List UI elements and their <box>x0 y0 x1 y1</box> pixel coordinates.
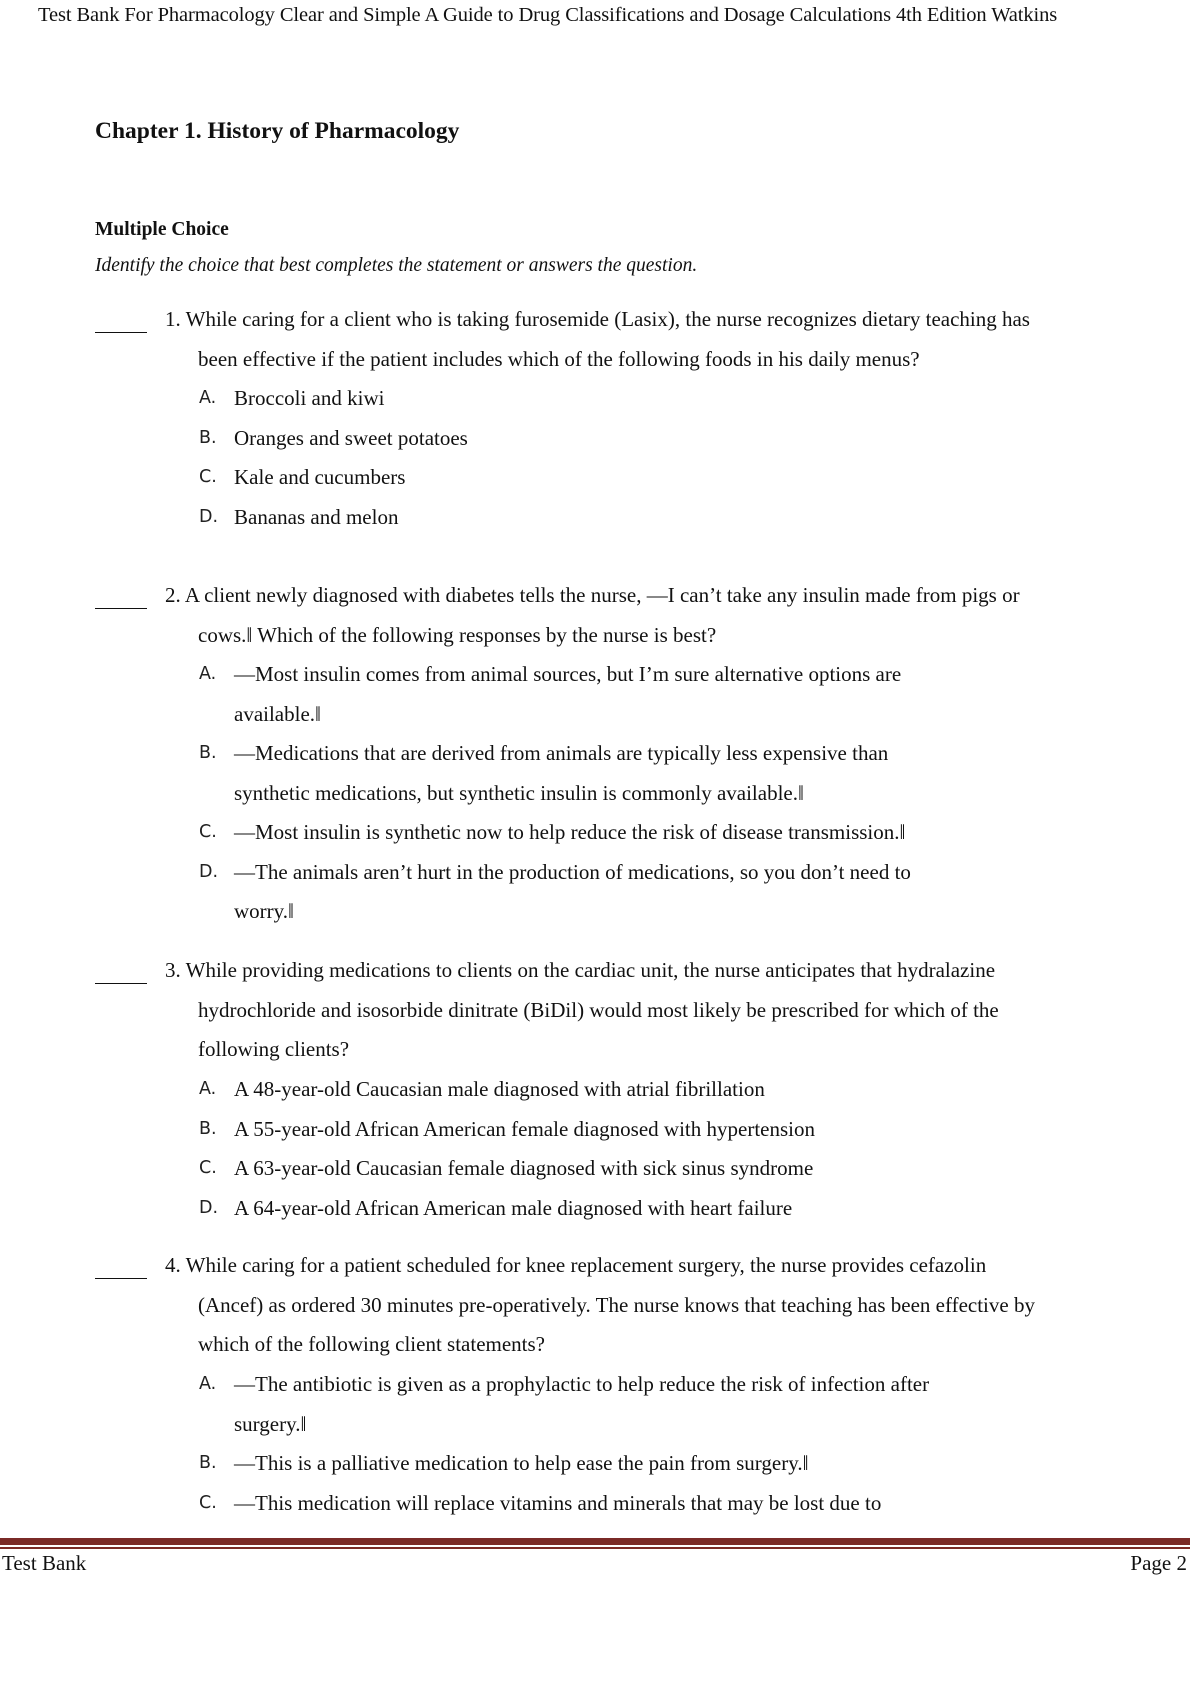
section-instructions: Identify the choice that best completes the statement or answers the question. <box>95 255 698 276</box>
option-text-cont: worry.‖ <box>234 899 294 923</box>
stem-line: been effective if the patient includes which of the following foods in his daily menus? <box>198 346 920 371</box>
running-header: Test Bank For Pharmacology Clear and Simple A Guide to Drug Classifications and Dosage Calculations 4th Edition Watkins <box>38 4 1058 26</box>
option-text-cont: available.‖ <box>234 701 321 726</box>
option-a <box>199 655 1190 734</box>
option-text: ―The antibiotic is given as a prophylactic to help reduce the risk of infection after <box>234 1372 930 1396</box>
option-text: Oranges and sweet potatoes <box>234 425 468 450</box>
option-b <box>199 1444 1190 1484</box>
footer-label: Test Bank <box>2 1551 87 1575</box>
option-c <box>199 458 1190 498</box>
stem-line: 2. A client newly diagnosed with diabetes tells the nurse, ―I can’t take any insulin made from pigs or <box>165 583 1020 607</box>
section-title: Multiple Choice <box>95 219 229 240</box>
answer-blank <box>95 312 147 333</box>
option-c <box>199 1149 1190 1189</box>
stem-line: following clients? <box>198 1037 350 1061</box>
question-number: 2. <box>165 583 181 607</box>
answer-blank <box>95 963 147 984</box>
option-text: ―This is a palliative medication to help ease the pain from surgery.‖ <box>234 1451 809 1475</box>
stem-line: 4. While caring for a patient scheduled for knee replacement surgery, the nurse provides cefazolin <box>165 1253 987 1277</box>
option-letter: D. <box>199 506 219 527</box>
option-text: A 64-year-old African American male diagnosed with heart failure <box>234 1195 793 1220</box>
option-d <box>199 1189 1190 1229</box>
option-letter: B. <box>199 427 217 448</box>
option-d <box>199 853 1190 932</box>
stem-line: which of the following client statements? <box>198 1332 545 1356</box>
option-text: A 48-year-old Caucasian male diagnosed with atrial fibrillation <box>234 1077 765 1101</box>
option-letter: C. <box>199 467 217 487</box>
page-number: Page 2 <box>1130 1551 1187 1575</box>
option-text: A 55-year-old African American female diagnosed with hypertension <box>234 1116 815 1141</box>
option-letter: C. <box>199 822 217 842</box>
option-a <box>199 1070 1190 1110</box>
option-letter: A. <box>199 664 217 684</box>
stem-line: hydrochloride and isosorbide dinitrate (BiDil) would most likely be prescribed for which of the <box>198 997 999 1022</box>
option-letter: C. <box>199 1492 217 1513</box>
option-text: ―Most insulin is synthetic now to help reduce the risk of disease transmission.‖ <box>234 820 906 844</box>
options-list <box>199 1365 1190 1523</box>
stem-line: 1. While caring for a client who is taking furosemide (Lasix), the nurse recognizes dietary teaching has <box>165 307 1030 331</box>
footer-rule <box>0 1538 1190 1545</box>
option-text: Bananas and melon <box>234 504 399 529</box>
option-text: ―This medication will replace vitamins and minerals that may be lost due to <box>234 1490 882 1515</box>
option-b <box>199 734 1190 813</box>
option-text: ―Most insulin comes from animal sources, but I’m sure alternative options are <box>234 662 902 686</box>
option-letter: A. <box>199 1374 217 1394</box>
option-text: Broccoli and kiwi <box>234 386 385 410</box>
question-stem <box>165 576 1190 655</box>
options-list <box>199 1070 1190 1228</box>
option-text-cont: synthetic medications, but synthetic insulin is commonly available.‖ <box>234 780 804 805</box>
option-letter: D. <box>199 861 219 882</box>
question-number: 1. <box>165 307 181 331</box>
stem-line: cows.‖ Which of the following responses by the nurse is best? <box>198 622 717 647</box>
option-d <box>199 498 1190 538</box>
option-c <box>199 1484 1190 1524</box>
option-letter: A. <box>199 1079 217 1099</box>
option-b <box>199 1110 1190 1150</box>
option-letter: A. <box>199 388 217 408</box>
answer-blank <box>95 1258 147 1279</box>
answer-blank <box>95 588 147 609</box>
option-letter: C. <box>199 1158 217 1178</box>
option-text: ―The animals aren’t hurt in the production of medications, so you don’t need to <box>234 859 911 884</box>
option-letter: B. <box>199 1453 217 1473</box>
option-text: ―Medications that are derived from animals are typically less expensive than <box>234 741 889 765</box>
options-list <box>199 379 1190 537</box>
stem-line: 3. While providing medications to clients on the cardiac unit, the nurse anticipates that hydralazine <box>165 958 996 982</box>
option-a <box>199 1365 1190 1444</box>
option-text: A 63-year-old Caucasian female diagnosed with sick sinus syndrome <box>234 1156 814 1180</box>
question-stem <box>165 1246 1190 1365</box>
chapter-title: Chapter 1. History of Pharmacology <box>95 118 460 144</box>
option-c <box>199 813 1190 853</box>
option-text-cont: surgery.‖ <box>234 1411 307 1436</box>
question-stem <box>165 951 1190 1070</box>
option-letter: D. <box>199 1197 219 1218</box>
question-stem <box>165 300 1190 379</box>
option-letter: B. <box>199 743 217 763</box>
option-text: Kale and cucumbers <box>234 465 406 489</box>
stem-line: (Ancef) as ordered 30 minutes pre-operatively. The nurse knows that teaching has been effective by <box>198 1292 1035 1317</box>
question-number: 4. <box>165 1253 181 1277</box>
option-letter: B. <box>199 1118 217 1139</box>
options-list <box>199 655 1190 932</box>
option-a <box>199 379 1190 419</box>
option-b <box>199 419 1190 459</box>
footer-rule-thin <box>0 1547 1190 1549</box>
question-number: 3. <box>165 958 181 982</box>
